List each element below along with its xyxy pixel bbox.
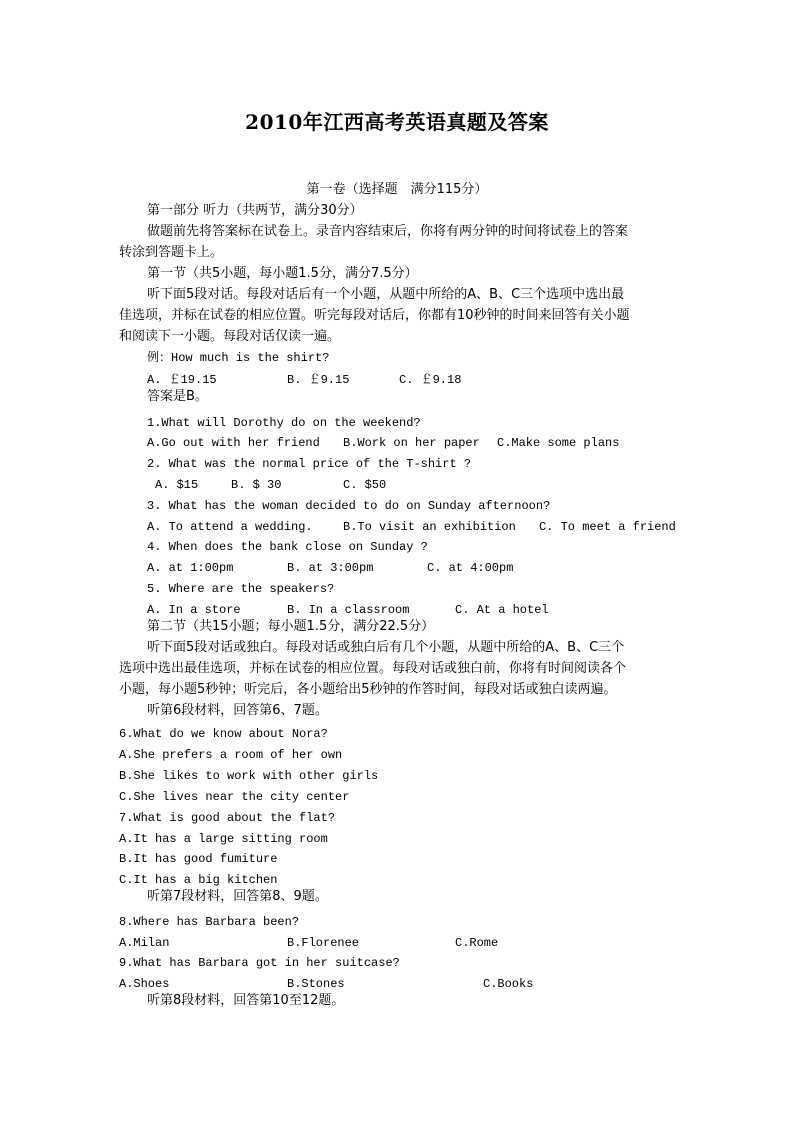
q1-option-b: B.Work on her paper: [343, 436, 480, 450]
q6-option-c: C.She lives near the city center: [119, 790, 350, 804]
q8-option-c: C.Rome: [455, 936, 499, 950]
section1-heading: 第一卷（选择题 满分115分）: [306, 182, 488, 197]
instruction-line: 和阅读下一小题。每段对话仅读一遍。: [119, 329, 341, 344]
q6-option-b: B.She likes to work with other girls: [119, 769, 379, 783]
intro-line: 做题前先将答案标在试卷上。录音内容结束后，你将有两分钟的时间将试卷上的答案: [147, 224, 629, 239]
intro-line: 转涂到答题卡上。: [119, 245, 224, 260]
q2-option-a: A. $15: [155, 478, 199, 492]
q3-option-c: C. To meet a friend: [539, 520, 676, 534]
q4-option-c: C. at 4:00pm: [427, 561, 514, 575]
material-7-heading: 听第7段材料，回答第8、9题。: [147, 889, 328, 904]
instruction-line: 选项中选出最佳选项，并标在试卷的相应位置。每段对话或独白前，你将有时间阅读各个: [119, 661, 627, 676]
instruction-line: 听下面5段对话。每段对话后有一个小题，从题中所给的A、B、C三个选项中选出最: [147, 287, 625, 302]
q1-option-c: C.Make some plans: [497, 436, 620, 450]
instruction-line: 听下面5段对话或独白。每段对话或独白后有几个小题，从题中所给的A、B、C三个: [147, 640, 625, 655]
example-option-b: B. ￡9.15: [287, 373, 350, 387]
q4-option-a: A. at 1:00pm: [147, 561, 234, 575]
question-2: 2. What was the normal price of the T-shirt ?: [147, 457, 472, 471]
q5-option-a: A. In a store: [147, 603, 241, 617]
q8-option-b: B.Florenee: [287, 936, 360, 950]
page-title: 2010年江西高考英语真题及答案: [245, 110, 549, 134]
q7-option-b: B.It has good fumiture: [119, 852, 278, 866]
example-question: 例：How much is the shirt?: [147, 351, 330, 365]
question-5: 5. Where are the speakers?: [147, 582, 335, 596]
q9-option-c: C.Books: [483, 977, 534, 991]
q5-option-c: C. At a hotel: [455, 603, 549, 617]
question-8: 8.Where has Barbara been?: [119, 915, 300, 929]
question-1: 1.What will Dorothy do on the weekend?: [147, 416, 421, 430]
q7-option-a: A.It has a large sitting room: [119, 832, 328, 846]
instruction-line: 佳选项，并标在试卷的相应位置。听完每段对话后，你都有10秒钟的时间来回答有关小题: [119, 308, 630, 323]
q1-option-a: A.Go out with her friend: [147, 436, 320, 450]
q4-option-b: B. at 3:00pm: [287, 561, 374, 575]
q2-option-c: C. $50: [343, 478, 387, 492]
question-7: 7.What is good about the flat?: [119, 811, 336, 825]
q6-option-a: A.She prefers a room of her own: [119, 748, 343, 762]
q8-option-a: A.Milan: [119, 936, 170, 950]
material-8-heading: 听第8段材料，回答第10至12题。: [147, 993, 345, 1008]
q7-option-c: C.It has a big kitchen: [119, 873, 278, 887]
example-answer: 答案是B。: [147, 389, 208, 404]
section1-instructions-heading: 第一节（共5小题，每小题1.5分，满分7.5分）: [147, 266, 418, 281]
q2-option-b: B. $ 30: [231, 478, 282, 492]
question-9: 9.What has Barbara got in her suitcase?: [119, 956, 400, 970]
q5-option-b: B. In a classroom: [287, 603, 410, 617]
question-4: 4. When does the bank close on Sunday ?: [147, 540, 428, 554]
q9-option-b: B.Stones: [287, 977, 345, 991]
question-6: 6.What do we know about Nora?: [119, 727, 328, 741]
q3-option-a: A. To attend a wedding.: [147, 520, 313, 534]
q9-option-a: A.Shoes: [119, 977, 170, 991]
example-option-a: A. ￡19.15: [147, 373, 217, 387]
q3-option-b: B.To visit an exhibition: [343, 520, 516, 534]
example-option-c: C. ￡9.18: [399, 373, 462, 387]
part1-heading: 第一部分 听力（共两节，满分30分）: [147, 203, 363, 218]
material-6-heading: 听第6段材料，回答第6、7题。: [147, 703, 328, 718]
instruction-line: 小题，每小题5秒钟；听完后，各小题给出5秒钟的作答时间，每段对话或独白读两遍。: [119, 682, 617, 697]
section2-instructions-heading: 第二节（共15小题；每小题1.5分，满分22.5分）: [147, 619, 435, 634]
question-3: 3. What has the woman decided to do on Sunday afternoon?: [147, 499, 551, 513]
